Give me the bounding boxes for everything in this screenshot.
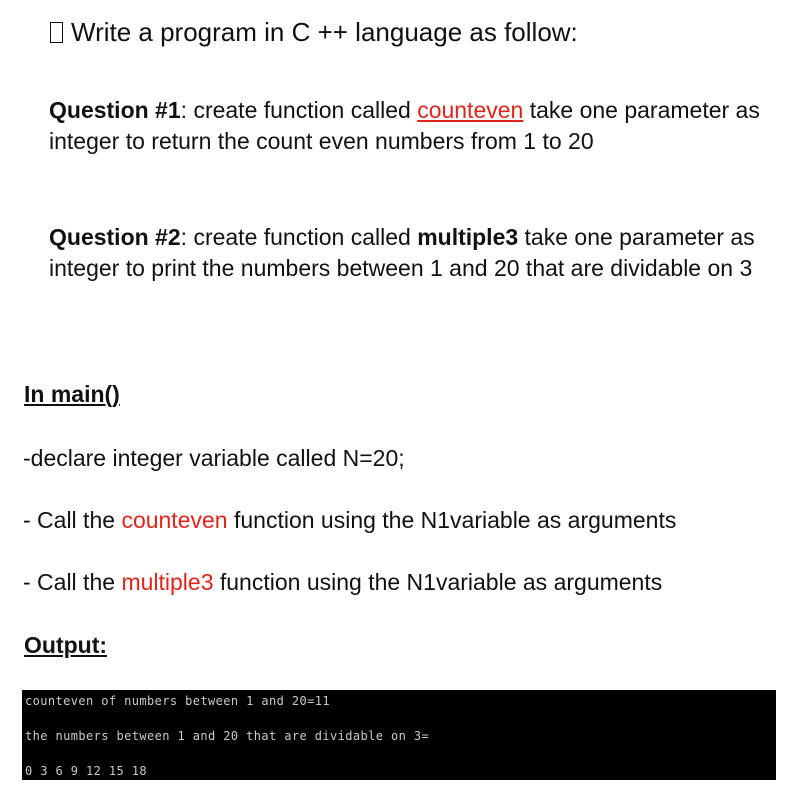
console-line-1: counteven of numbers between 1 and 20=11: [25, 694, 330, 708]
question-1-colon: :: [180, 97, 194, 123]
console-line-2: the numbers between 1 and 20 that are dividable on 3=: [25, 729, 430, 743]
main-instruction-call-counteven: [23, 505, 676, 535]
question-1-text-pre: create function called: [193, 97, 418, 123]
main-section-title: In main(): [24, 381, 120, 407]
question-2: [49, 222, 777, 284]
missing-glyph-box-icon: [50, 22, 63, 43]
task-heading: [50, 14, 578, 50]
question-1-title: Question #1: [49, 97, 181, 123]
main-instruction-call-multiple3: [23, 567, 662, 597]
call-counteven-function-name: counteven: [121, 507, 228, 533]
console-line-3: 0 3 6 9 12 15 18: [25, 764, 147, 778]
question-2-text-post: take one parameter as integer to print the numbers between 1 and 20 that are dividable on 3: [49, 224, 755, 281]
call-multiple3-function-name: multiple3: [121, 569, 214, 595]
console-output: [22, 690, 776, 780]
question-2-colon: :: [180, 224, 194, 250]
output-section-title: Output:: [24, 632, 108, 658]
question-2-text-pre: create function called: [193, 224, 418, 250]
question-1-function-name: counteven: [417, 97, 524, 123]
call-counteven-pre: - Call the: [23, 507, 122, 533]
question-2-function-name: multiple3: [417, 224, 519, 250]
call-multiple3-post: function using the N1variable as arguments: [213, 569, 663, 595]
call-multiple3-pre: - Call the: [23, 569, 122, 595]
task-heading-text: Write a program in C ++ language as follow:: [71, 17, 578, 47]
question-2-title: Question #2: [49, 224, 181, 250]
question-1: [49, 95, 777, 157]
call-counteven-post: function using the N1variable as arguments: [227, 507, 677, 533]
main-instruction-declare: -declare integer variable called N=20;: [23, 445, 405, 471]
question-1-text-post: take one parameter as integer to return the count even numbers from 1 to 20: [49, 97, 760, 154]
